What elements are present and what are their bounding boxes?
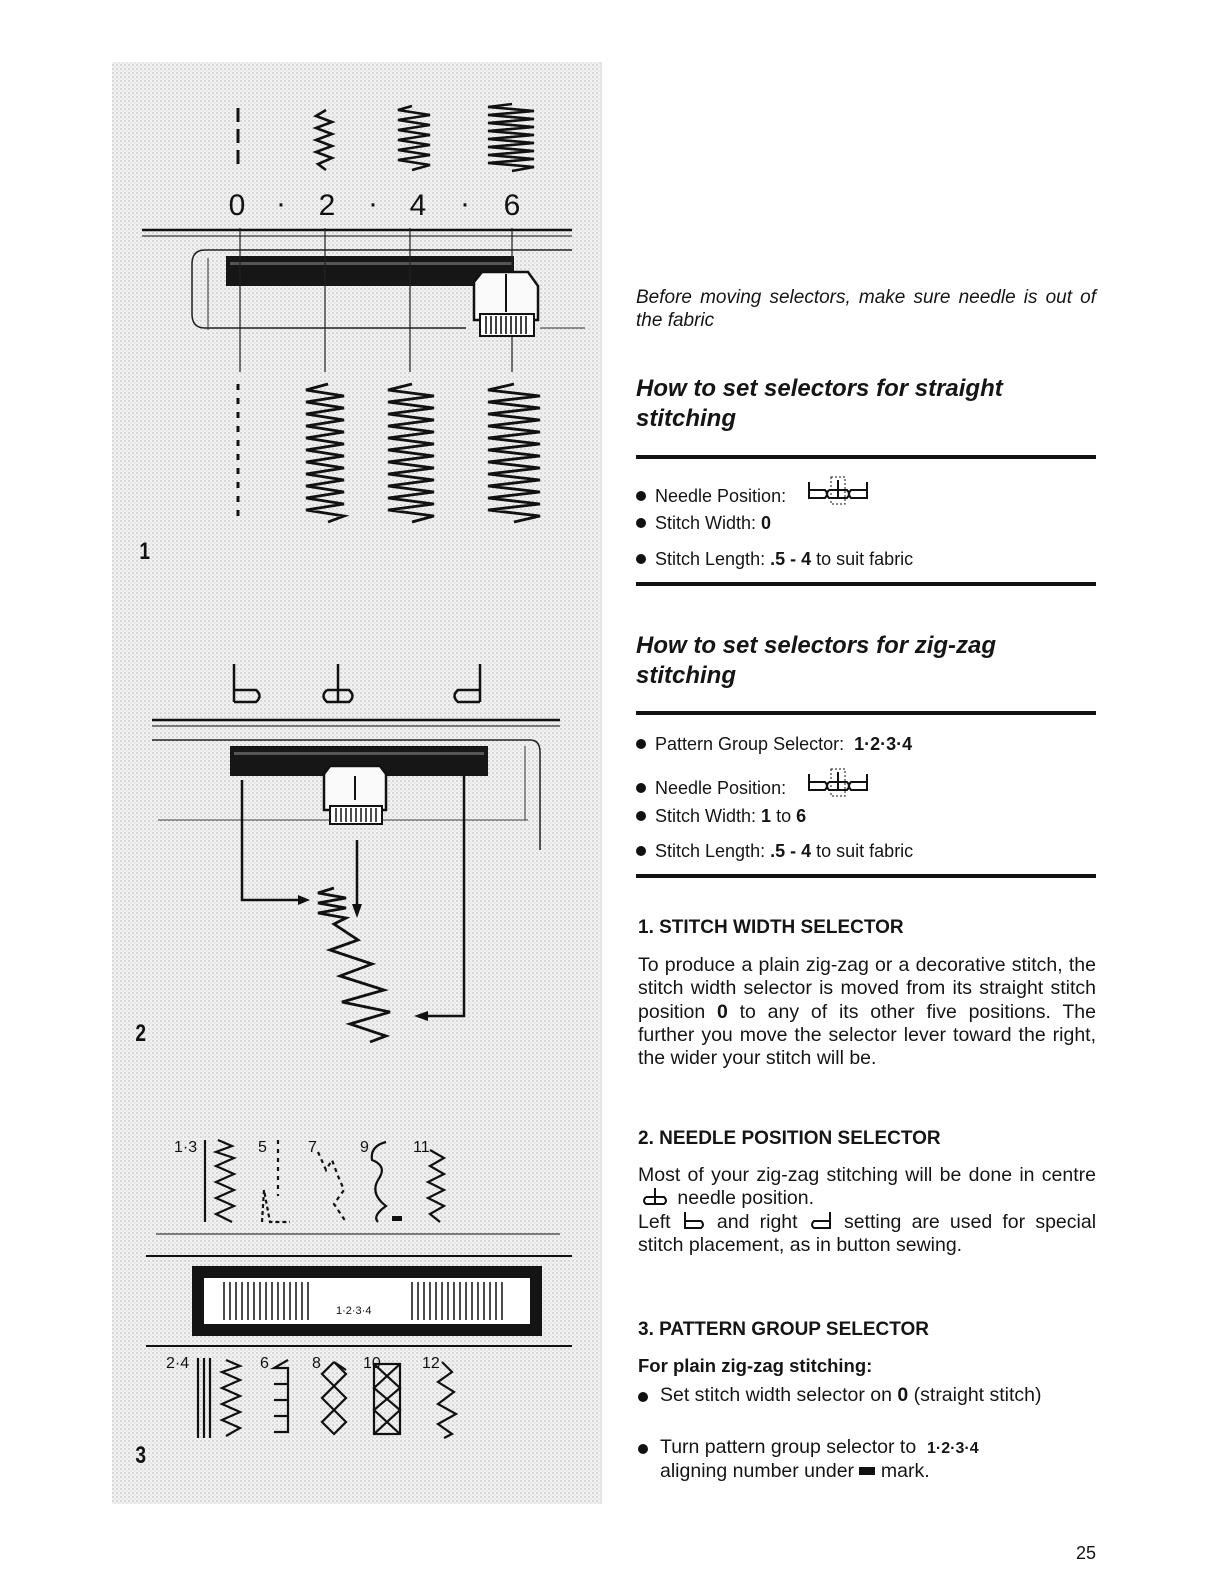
zigzag-pattern-group: Pattern Group Selector: 1·2·3·4	[636, 733, 912, 755]
width-scale-dot: ·	[460, 187, 470, 220]
figure-number-1: 1	[139, 538, 151, 565]
width-lever-knob	[474, 272, 538, 336]
needle-position-selector-title: 2. NEEDLE POSITION SELECTOR	[638, 1128, 941, 1149]
width-scale-dot: ·	[368, 187, 378, 220]
illustration-panel	[0, 0, 610, 1584]
width-scale-dot: ·	[276, 187, 286, 220]
needle-position-centre-icon	[805, 476, 871, 506]
stitch-width-selector-title: 1. STITCH WIDTH SELECTOR	[638, 917, 904, 938]
needle-note: Before moving selectors, make sure needle is out of the fabric	[636, 287, 1096, 331]
pattern-group-selector-title: 3. PATTERN GROUP SELECTOR	[638, 1319, 930, 1340]
divider	[636, 455, 1096, 459]
divider	[636, 582, 1096, 586]
width-scale-4: 4	[409, 189, 427, 222]
figure-number-2: 2	[135, 1020, 147, 1047]
pattern-step-2: Turn pattern group selector to 1·2·3·4 aligning number under mark.	[638, 1436, 1096, 1484]
divider	[636, 874, 1096, 878]
zigzag-stitch-length: Stitch Length: .5 - 4 to suit fabric	[636, 840, 913, 862]
figure-number-3: 3	[135, 1442, 147, 1469]
straight-stitch-width: Stitch Width: 0	[636, 512, 771, 534]
right-needle-icon	[808, 1211, 834, 1231]
straight-needle-position: Needle Position:	[636, 476, 871, 507]
pattern-label-10: 10	[363, 1355, 381, 1372]
centre-needle-icon	[638, 1187, 672, 1207]
pattern-label-5: 5	[258, 1139, 267, 1156]
width-scale-6: 6	[503, 189, 521, 222]
straight-stitch-length: Stitch Length: .5 - 4 to suit fabric	[636, 548, 913, 570]
needle-lever-knob	[324, 766, 386, 824]
pattern-label-9: 9	[360, 1139, 369, 1156]
needle-position-centre-icon	[805, 768, 871, 798]
zigzag-stitch-width: Stitch Width: 1 to 6	[636, 805, 806, 827]
zigzag-heading: How to set selectors for zig-zag stitching	[636, 632, 997, 689]
pattern-label-12: 12	[422, 1355, 440, 1372]
width-scale-2: 2	[318, 189, 336, 222]
mark-icon	[859, 1467, 875, 1475]
pattern-label-6: 6	[260, 1355, 269, 1372]
needle-position-selector-text: Most of your zig-zag stitching will be done in centre needle position. Left and right setting are used for special stitch placement, as in button sewing.	[638, 1164, 1097, 1256]
divider	[636, 711, 1096, 715]
pattern-label-8: 8	[312, 1355, 321, 1372]
pattern-label-1-3: 1·3	[174, 1139, 198, 1156]
stitch-width-selector-text: To produce a plain zig-zag or a decorative stitch, the stitch width selector is moved from its straight stitch position 0 to any of its other five positions. The further you move the selector lever toward the right, the wider your stitch will be.	[638, 954, 1096, 1070]
selector-window-label: 1·2·3·4	[336, 1305, 372, 1317]
left-needle-icon	[681, 1211, 707, 1231]
pattern-label-11: 11	[413, 1139, 430, 1156]
zigzag-needle-position: Needle Position:	[636, 768, 871, 799]
pattern-label-2-4: 2·4	[166, 1355, 190, 1372]
page-number: 25	[1076, 1543, 1097, 1563]
pattern-step-1: Set stitch width selector on 0 (straight stitch)	[638, 1384, 1096, 1407]
width-scale-0: 0	[228, 189, 246, 222]
pattern-label-7: 7	[308, 1139, 317, 1156]
straight-stitch-heading: How to set selectors for straight stitching	[636, 375, 1003, 432]
plain-zigzag-subheading: For plain zig-zag stitching:	[638, 1355, 873, 1376]
